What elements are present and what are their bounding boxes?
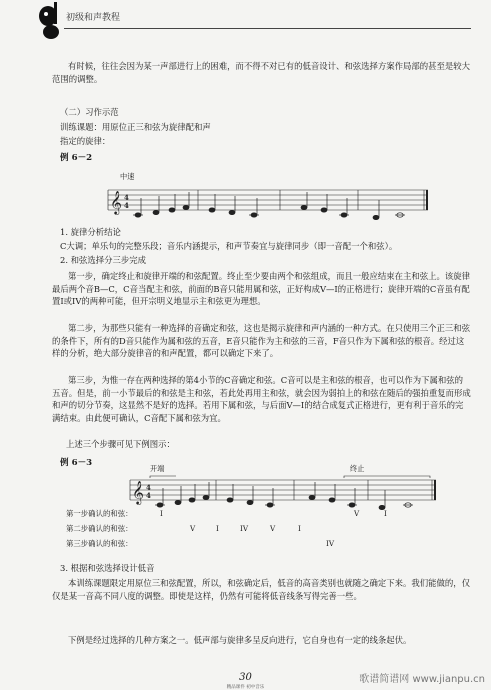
given-melody: 指定的旋律：	[60, 136, 111, 146]
example-6-3-label: 例 6－3	[60, 458, 93, 468]
svg-text:4: 4	[146, 491, 151, 500]
page-number: 30	[239, 672, 252, 683]
intro-paragraph: 有时候，往往会因为某一声部进行上的困难，而不得不对已有的低音设计、和弦选择方案作局部的甚至是较大范围的调整。	[52, 61, 470, 84]
section-title: （二）习作示范	[60, 107, 119, 117]
svg-text:4: 4	[124, 193, 129, 202]
row3-label: 第三步确认的和弦：	[66, 539, 133, 548]
svg-text:𝄞: 𝄞	[110, 190, 122, 214]
row2-roman-3: IV	[240, 524, 249, 533]
row1-roman-1: I	[160, 509, 163, 518]
footer-small-print: 精品课件 初中音乐	[226, 685, 265, 690]
item2-heading: 2. 和弦选择分三步完成	[60, 255, 147, 265]
row2-label: 第二步确认的和弦：	[66, 524, 133, 533]
row1-roman-2: V	[354, 509, 360, 518]
watermark-text: 歌谱简谱网 www.jianpu.cn	[359, 674, 485, 685]
item3-heading: 3. 根据和弦选择设计低音	[60, 563, 155, 573]
item3-paragraph: 本训练课题限定用原位三和弦配置，所以，和弦确定后，低音的高音类别也就随之确定下来。我们能做的，仅仅是某一音高不同八度的调整。即使是这样，仍然有可能将低音线条写得完善一些。	[52, 578, 470, 601]
example-6-2-label: 例 6－2	[60, 153, 93, 163]
tempo-label: 中速	[120, 172, 135, 181]
book-title: 初级和声教程	[66, 13, 121, 23]
header-rule	[64, 28, 471, 29]
svg-text:𝄞: 𝄞	[132, 480, 144, 504]
end-label: 终止	[350, 464, 365, 473]
last-paragraph: 下例是经过选择的几种方案之一。低声部与旋律多呈反向进行，它自身也有一定的线条起伏。	[68, 635, 412, 645]
row2-roman-5: I	[298, 524, 301, 533]
item1-heading: 1. 旋律分析结论	[60, 227, 121, 237]
row2-roman-1: V	[190, 524, 196, 533]
step1-paragraph: 第一步，确定终止和旋律开端的和弦配置。终止至少要由两个和弦组成，而且一般应结束在主和弦上。该旋律最后两个音B—C，C音当配主和弦，前面的B音只能用属和弦，正好构成V—I的正格进行；旋律开端的C音虽有配置I或IV的两种可能，但开宗明义地显示主和弦更为理想。	[52, 271, 470, 306]
row1-label: 第一步确认的和弦：	[66, 509, 133, 518]
step3-paragraph: 第三步，为惟一存在两种选择的第4小节的C音确定和弦。C音可以是主和弦的根音，也可以作为下属和弦的五音。但是，前一小节最后的和弦是主和弦，若此处再用主和弦，就会因为弱拍上的和弦在随后的强拍重复而形成和声的切分节奏，这显然不是好的选择。若用下属和弦，与后面V—I的结合成复式正格进行，更有利于音乐的完满结束。由此便可确认，C音配下属和弦为宜。	[52, 375, 471, 423]
row2-roman-4: V	[270, 524, 276, 533]
item1-text: C大调；单乐句的完整乐段；音乐内涵提示，和声节奏宜与旋律同步（即一音配一个和弦）。	[60, 241, 398, 251]
task-line: 训练课题：用原位正三和弦为旋律配和声	[60, 122, 211, 132]
row1-roman-3: I	[384, 509, 387, 518]
melody-staff-6-3	[130, 476, 436, 504]
row2-roman-2: I	[216, 524, 219, 533]
svg-text:4: 4	[146, 483, 151, 492]
start-label: 开端	[150, 464, 165, 473]
book-logo-icon	[38, 2, 64, 42]
svg-text:4: 4	[124, 201, 129, 210]
step2-paragraph: 第二步，为那些只能有一种选择的音确定和弦，这也是揭示旋律和声内涵的一种方式。在只使用三个正三和弦的条件下，所有的D音只能作为属和弦的五音，E音只能作为主和弦的三音，F音只作为下属和弦的根音。经过这样的分析，绝大部分旋律音的和声配置，都可以确定下来了。	[52, 323, 470, 358]
melody-staff-6-2	[108, 186, 428, 216]
row3-roman-1: IV	[326, 539, 335, 548]
summary-line: 上述三个步骤可见下例图示：	[66, 439, 175, 449]
